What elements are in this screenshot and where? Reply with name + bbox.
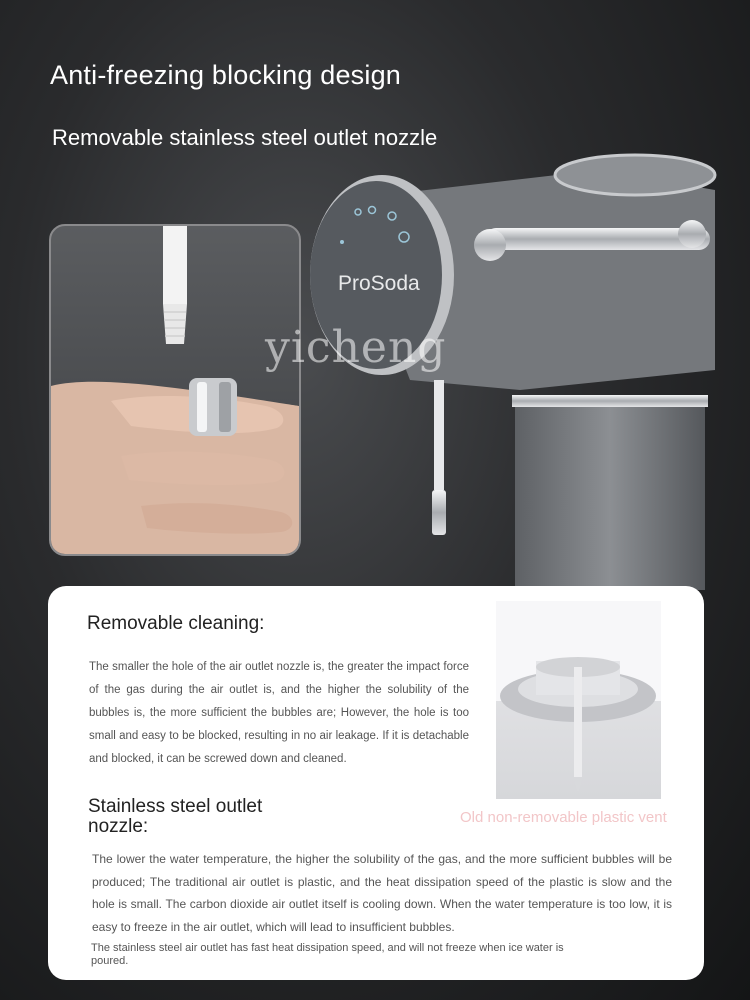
plastic-vent-photo: [496, 601, 661, 799]
watermark: yicheng: [265, 322, 447, 373]
vent-caption: Old non-removable plastic vent: [460, 809, 667, 826]
hand-with-nozzle-illustration: [51, 226, 299, 554]
plastic-vent-illustration: [496, 601, 661, 799]
subhead: Removable stainless steel outlet nozzle: [52, 125, 438, 150]
removable-cleaning-text: The smaller the hole of the air outlet nozzle is, the greater the impact force of the gas during the air outlet is, and the higher the solubility of the bubbles is, the more sufficient the bubbles are; However, the hole is too small and easy to be blocked, resulting in no air leakage. If it is detachable and blocked, it can be screwed down and cleaned.: [89, 661, 469, 765]
nozzle-inset-photo: [49, 224, 301, 556]
stainless-nozzle-text: The lower the water temperature, the higher the solubility of the gas, and the more sufficient bubbles will be produced; The traditional air outlet is plastic, and the heat dissipation speed of the plastic is slow and the hole is small. The carbon dioxide air outlet itself is cooling down. When the water temperature is too low, it is easy to freeze in the air outlet, which will lead to insufficient bubbles.: [92, 852, 672, 934]
brand-label: ProSoda: [338, 272, 420, 295]
headline: Anti-freezing blocking design: [50, 60, 401, 90]
stainless-nozzle-note: The stainless steel air outlet has fast heat dissipation speed, and will not freeze when ice water is poured.: [91, 942, 564, 967]
removable-cleaning-title: Removable cleaning:: [87, 613, 265, 634]
info-card: [48, 586, 704, 980]
stainless-nozzle-title: Stainless steel outlet nozzle:: [88, 796, 263, 837]
